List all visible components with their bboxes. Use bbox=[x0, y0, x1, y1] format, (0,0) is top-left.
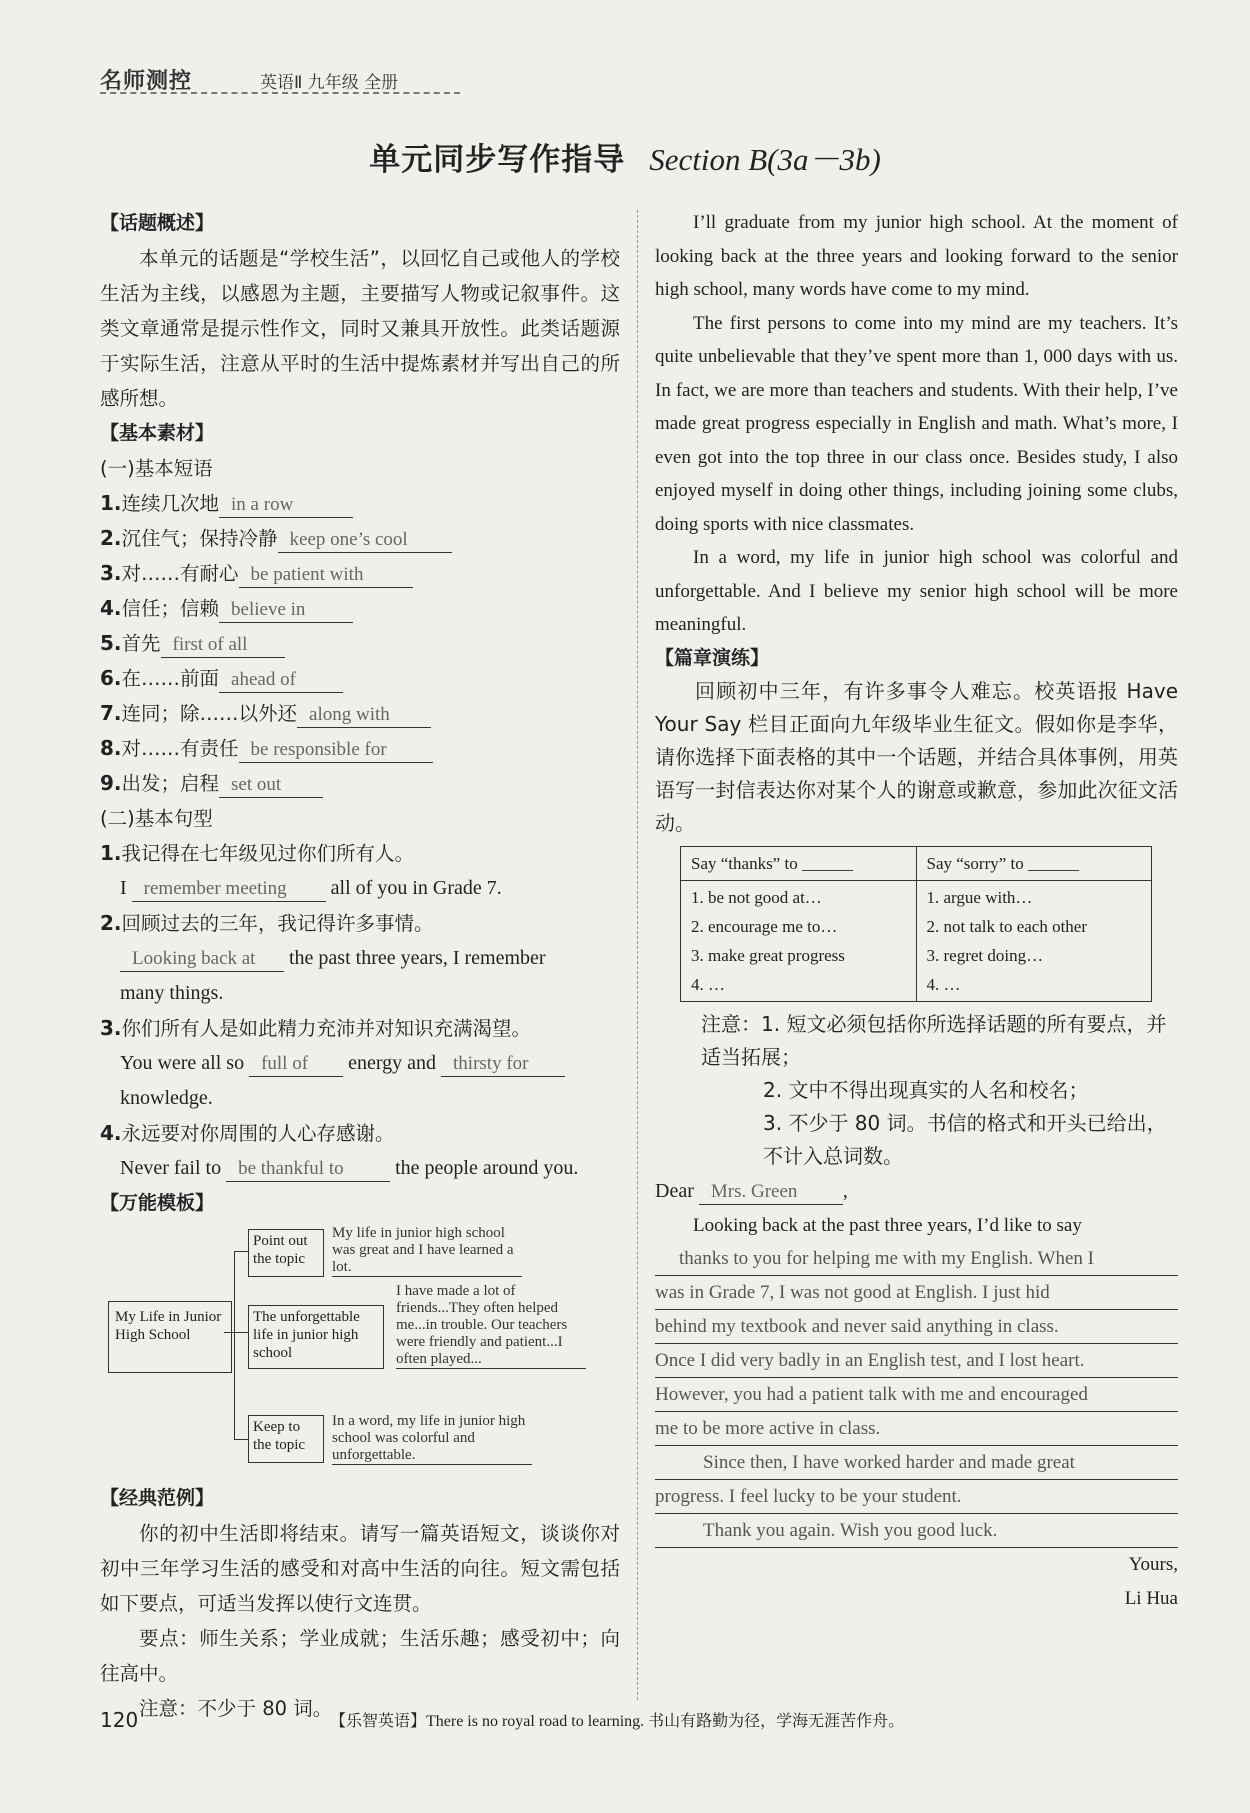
page-title bbox=[0, 134, 1250, 179]
mind-map-branch-text: In a word, my life in junior high school was colorful and unforgettable. bbox=[332, 1413, 532, 1465]
mind-map bbox=[100, 1221, 620, 1481]
sentences-heading: (二)基本句型 bbox=[100, 807, 213, 830]
sentence-answer: remember meeting bbox=[132, 877, 326, 902]
letter-line: However, you had a patient talk with me and encouraged bbox=[655, 1378, 1178, 1412]
phrase-answer: first of all bbox=[161, 633, 285, 658]
letter-signature: Li Hua bbox=[1124, 1587, 1178, 1609]
phrase-answer: set out bbox=[219, 773, 323, 798]
title-cn: 单元同步写作指导 bbox=[369, 142, 626, 178]
phrase-answer: be responsible for bbox=[239, 738, 433, 763]
phrase-item: 7.连同；除……以外还 along with bbox=[100, 696, 620, 731]
example-note: 注意：不少于 80 词。 bbox=[139, 1697, 333, 1720]
salutation-answer: Mrs. Green bbox=[699, 1180, 843, 1205]
example-points: 要点：师生关系；学业成就；生活乐趣；感受初中；向往高中。 bbox=[100, 1627, 620, 1685]
table-head-thanks: Say “thanks” to ______ bbox=[681, 847, 917, 881]
title-en: Section B(3a－3b) bbox=[649, 142, 881, 177]
phrase-item: 9.出发；启程 set out bbox=[100, 766, 620, 801]
sentence-answer: Looking back at bbox=[120, 947, 284, 972]
phrase-answer: in a row bbox=[219, 493, 353, 518]
letter-line: progress. I feel lucky to be your student. bbox=[655, 1480, 1178, 1514]
phrase-answer: along with bbox=[297, 703, 431, 728]
phrase-item: 5.首先 first of all bbox=[100, 626, 620, 661]
topic-overview-heading: 【话题概述】 bbox=[100, 212, 215, 234]
phrases-heading: (一)基本短语 bbox=[100, 457, 213, 480]
letter-line: Once I did very badly in an English test, and I lost heart. bbox=[655, 1344, 1178, 1378]
mind-map-branch-label: The unforgettable life in junior high school bbox=[248, 1305, 384, 1369]
sentence-1: 1.我记得在七年级见过你们所有人。 I remember meeting all of you in Grade 7. bbox=[100, 836, 620, 906]
phrase-answer: be patient with bbox=[239, 563, 413, 588]
phrase-item: 2.沉住气；保持冷静 keep one’s cool bbox=[100, 521, 620, 556]
mind-map-root: My Life in Junior High School bbox=[108, 1301, 232, 1373]
template-heading: 【万能模板】 bbox=[100, 1192, 215, 1214]
letter-opening: Looking back at the past three years, I’d like to say bbox=[693, 1214, 1082, 1236]
page-number: 120 bbox=[100, 1708, 139, 1732]
mind-map-branch-label: Point out the topic bbox=[248, 1229, 324, 1277]
letter-body bbox=[655, 1242, 1178, 1548]
header-rule bbox=[100, 92, 460, 94]
essay-paragraph: I’ll graduate from my junior high school. At the moment of looking back at the three years and looking forward to the senior high school, many words have come to my mind. bbox=[655, 212, 1178, 300]
practice-notes: 注意：1. 短文必须包括你所选择话题的所有要点，并适当拓展； 2. 文中不得出现真实的人名和校名； 3. 不少于 80 词。书信的格式和开头已给出，不计入总词数。 bbox=[701, 1012, 1167, 1168]
letter-line: thanks to you for helping me with my English. When I bbox=[655, 1242, 1178, 1276]
phrase-answer: keep one’s cool bbox=[278, 528, 452, 553]
topic-table bbox=[680, 846, 1152, 1002]
mind-map-branch-label: Keep to the topic bbox=[248, 1415, 324, 1463]
series-logo: 名师测控 bbox=[100, 69, 193, 94]
essay-paragraph: In a word, my life in junior high school was colorful and unforgettable. And I believe my senior high school will be more meaningful. bbox=[655, 547, 1178, 635]
sentence-answer: full of bbox=[249, 1052, 343, 1077]
letter-line: Thank you again. Wish you good luck. bbox=[655, 1514, 1178, 1548]
letter-salutation: Dear Mrs. Green , bbox=[655, 1175, 1178, 1209]
phrase-item: 4.信任；信赖 believe in bbox=[100, 591, 620, 626]
phrase-answer: believe in bbox=[219, 598, 353, 623]
sentence-3: 3.你们所有人是如此精力充沛并对知识充满渴望。 You were all so full of energy and thirsty for knowledge. bbox=[100, 1011, 620, 1116]
letter-closing: Yours, bbox=[1128, 1554, 1178, 1575]
essay-paragraph: The first persons to come into my mind are my teachers. It’s quite unbelievable that they’ve spent more than 1, 000 days with us. In fact, we are more than teachers and students. With their help, I’ve made great progress especially in English and math. What’s more, I even got into the top three in our class once. Besides study, I also enjoyed myself in doing other things, including joining some clubs, doing sports with nice classmates. bbox=[655, 312, 1178, 535]
book-subtitle: 英语Ⅱ 九年级 全册 bbox=[260, 73, 399, 93]
letter-line: behind my textbook and never said anything in class. bbox=[655, 1310, 1178, 1344]
phrase-item: 8.对……有责任 be responsible for bbox=[100, 731, 620, 766]
phrase-answer: ahead of bbox=[219, 668, 343, 693]
example-heading: 【经典范例】 bbox=[100, 1487, 215, 1509]
sentence-answer: be thankful to bbox=[226, 1157, 390, 1182]
practice-prompt: 回顾初中三年，有许多事令人难忘。校英语报 Have Your Say 栏目正面向九年级毕业生征文。假如你是李华，请你选择下面表格的其中一个话题，并结合具体事例，用英语写一封信表达你对某个人的谢意或歉意，参加此次征文活动。 bbox=[655, 679, 1178, 835]
example-prompt: 你的初中生活即将结束。请写一篇英语短文，谈谈你对初中三年学习生活的感受和对高中生活的向往。短文需包括如下要点，可适当发挥以使行文连贯。 bbox=[100, 1522, 620, 1615]
column-divider bbox=[637, 210, 638, 1700]
sentence-4: 4.永远要对你周围的人心存感谢。 Never fail to be thankful to the people around you. bbox=[100, 1116, 620, 1186]
right-column bbox=[655, 206, 1178, 1615]
letter-line: Since then, I have worked harder and made great bbox=[655, 1446, 1178, 1480]
sentence-2: 2.回顾过去的三年，我记得许多事情。 Looking back at the past three years, I remember many things. bbox=[100, 911, 546, 1004]
sentence-answer: thirsty for bbox=[441, 1052, 565, 1077]
sorry-points: 1. argue with… 2. not talk to each other 3. regret doing… 4. … bbox=[916, 881, 1152, 1002]
phrase-item: 6.在……前面 ahead of bbox=[100, 661, 620, 696]
topic-overview-text: 本单元的话题是“学校生活”，以回忆自己或他人的学校生活为主线，以感恩为主题，主要描写人物或记叙事件。这类文章通常是提示性作文，同时又兼具开放性。此类话题源于实际生活，注意从平时的生活中提炼素材并写出自己的所感所想。 bbox=[100, 247, 620, 410]
mind-map-branch-text: My life in junior high school was great and I have learned a lot. bbox=[332, 1225, 522, 1277]
mind-map-branch-text: I have made a lot of friends...They often helped me...in trouble. Our teachers were friendly and patient...I often played... bbox=[396, 1283, 586, 1369]
phrase-item: 1.连续几次地 in a row bbox=[100, 486, 620, 521]
letter-line: was in Grade 7, I was not good at English. I just hid bbox=[655, 1276, 1178, 1310]
left-column bbox=[100, 206, 620, 1726]
phrase-list bbox=[100, 486, 620, 801]
footer-motto: 【乐智英语】There is no royal road to learning. 书山有路勤为径，学海无涯苦作舟。 bbox=[330, 1713, 905, 1730]
practice-heading: 【篇章演练】 bbox=[655, 646, 770, 669]
phrase-item: 3.对……有耐心 be patient with bbox=[100, 556, 620, 591]
thanks-points: 1. be not good at… 2. encourage me to… 3. make great progress 4. … bbox=[681, 881, 917, 1002]
letter-line: me to be more active in class. bbox=[655, 1412, 1178, 1446]
table-head-sorry: Say “sorry” to ______ bbox=[916, 847, 1152, 881]
materials-heading: 【基本素材】 bbox=[100, 422, 215, 444]
